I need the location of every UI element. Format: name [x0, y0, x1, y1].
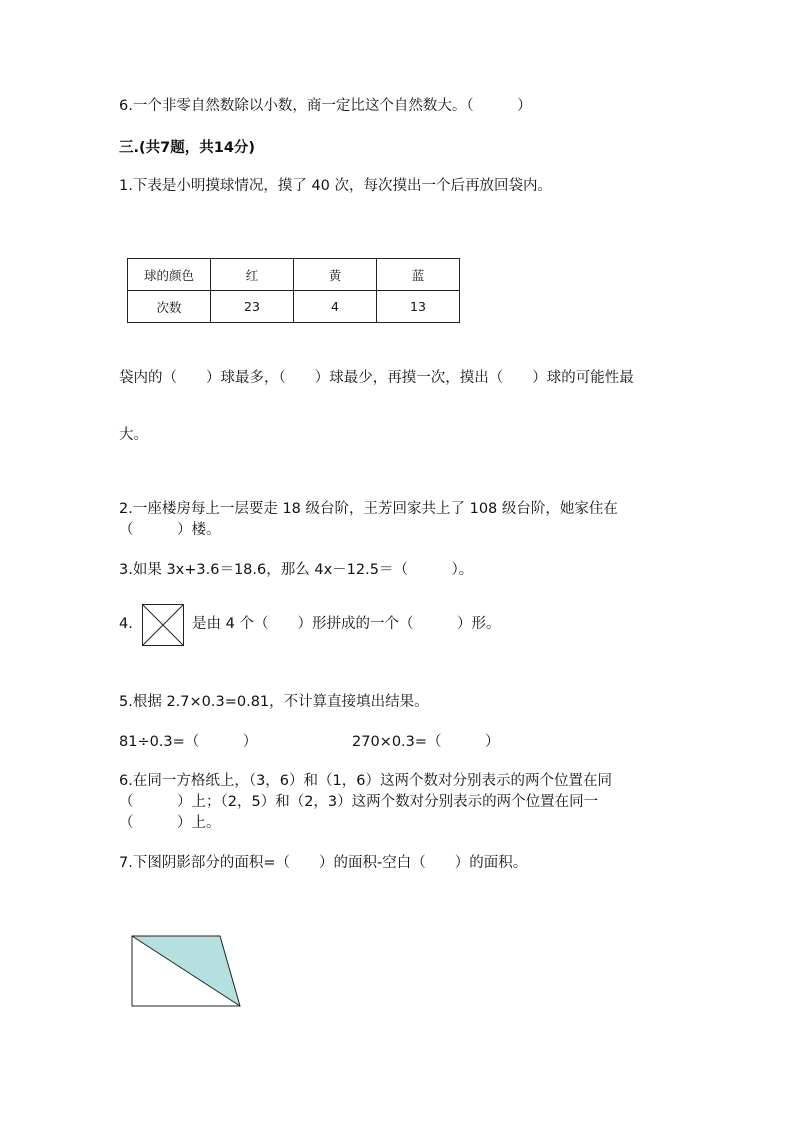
question-5-text: 5.根据 2.7×0.3=0.81，不计算直接填出结果。: [119, 694, 429, 710]
question-6-line2: （ ）上；（2，5）和（2，3）这两个数对分别表示的两个位置在同一: [119, 794, 599, 810]
table-cell: 4: [294, 291, 377, 323]
question-prev-6: 6.一个非零自然数除以小数，商一定比这个自然数大。（ ）: [119, 98, 532, 114]
question-6-line3: （ ）上。: [119, 815, 221, 831]
ball-tally-table: [127, 258, 460, 323]
table-cell: 次数: [128, 291, 211, 323]
question-4-text: 是由 4 个（ ）形拼成的一个（ ）形。: [192, 616, 501, 632]
table-row: [128, 291, 460, 323]
question-2-line1: 2.一座楼房每上一层要走 18 级台阶，王芳回家共上了 108 级台阶，她家住在: [119, 501, 618, 517]
square-with-diagonals-figure: [142, 604, 184, 646]
question-1-blanks-line1: 袋内的（ ）球最多，（ ）球最少，再摸一次，摸出（ ）球的可能性最: [119, 370, 634, 386]
section-heading: 三.(共7题，共14分): [119, 140, 256, 156]
table-header-row: [128, 259, 460, 291]
shaded-trapezoid-figure: [128, 934, 244, 1010]
question-3: 3.如果 3x+3.6＝18.6，那么 4x－12.5＝（ ）。: [119, 562, 474, 578]
question-2-line2: （ ）楼。: [119, 522, 221, 538]
table-header-cell: 球的颜色: [128, 259, 211, 291]
question-1-text: 1.下表是小明摸球情况，摸了 40 次，每次摸出一个后再放回袋内。: [119, 178, 553, 194]
question-6-line1: 6.在同一方格纸上，（3，6）和（1，6）这两个数对分别表示的两个位置在同: [119, 773, 612, 789]
question-7-text: 7.下图阴影部分的面积=（ ）的面积-空白（ ）的面积。: [119, 855, 528, 871]
question-1-blanks-line2: 大。: [119, 427, 148, 443]
table-cell: 23: [211, 291, 294, 323]
question-5-left-blank: 81÷0.3=（ ）: [119, 734, 258, 750]
table-header-cell: 蓝: [377, 259, 460, 291]
table-header-cell: 黄: [294, 259, 377, 291]
table-header-cell: 红: [211, 259, 294, 291]
question-5-right-blank: 270×0.3=（ ）: [352, 734, 500, 750]
table-cell: 13: [377, 291, 460, 323]
question-4-number: 4.: [119, 616, 133, 632]
